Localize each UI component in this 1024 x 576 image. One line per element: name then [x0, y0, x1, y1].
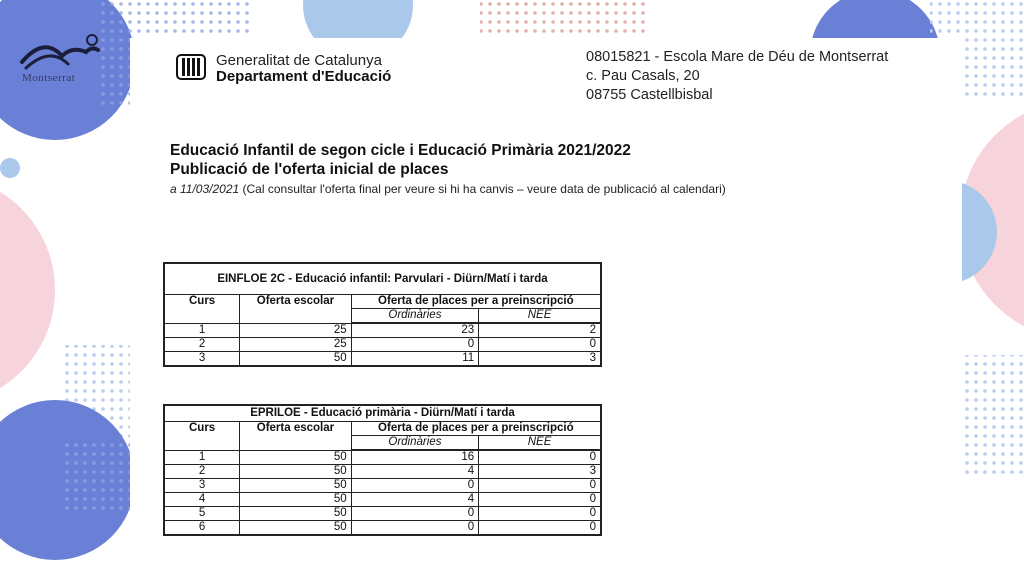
generalitat-emblem-icon — [176, 54, 206, 80]
table-row — [164, 521, 601, 536]
logo-caption: Montserrat — [22, 72, 76, 84]
table-row — [164, 465, 601, 479]
cell-ordinaries: 4 — [351, 465, 478, 479]
blob-left-pink — [0, 175, 55, 405]
cell-curs: 4 — [164, 493, 240, 507]
cell-nee: 3 — [479, 465, 601, 479]
cell-ordinaries: 11 — [351, 352, 478, 367]
school-street: c. Pau Casals, 20 — [586, 68, 700, 84]
col-places-header: Oferta de places per a preinscripció — [351, 422, 601, 436]
cell-oferta: 25 — [240, 323, 352, 338]
cell-curs: 5 — [164, 507, 240, 521]
col-nee-header: NEE — [479, 309, 601, 324]
title-line-2: Publicació de l'oferta inicial de places — [170, 161, 449, 178]
col-oferta-header: Oferta escolar — [240, 295, 352, 324]
table-row — [164, 507, 601, 521]
cell-ordinaries: 4 — [351, 493, 478, 507]
cell-curs: 2 — [164, 465, 240, 479]
generalitat-name: Generalitat de Catalunya — [216, 52, 382, 69]
cell-nee: 0 — [479, 450, 601, 465]
col-ordinaries-header: Ordinàries — [351, 436, 478, 451]
dots-top-center — [480, 0, 645, 40]
cell-nee: 3 — [479, 352, 601, 367]
table-row — [164, 493, 601, 507]
col-curs-header: Curs — [164, 422, 240, 451]
publication-note — [170, 182, 726, 196]
cell-ordinaries: 0 — [351, 479, 478, 493]
cell-oferta: 50 — [240, 521, 352, 536]
table-title: EINFLOE 2C - Educació infantil: Parvulari - Diürn/Matí i tarda — [164, 263, 601, 295]
cell-nee: 0 — [479, 521, 601, 536]
note-text: (Cal consultar l'oferta final per veure si hi ha canvis – veure data de publicació al calendari) — [239, 182, 726, 196]
table-einfloe — [163, 262, 602, 367]
cell-ordinaries: 0 — [351, 507, 478, 521]
col-nee-header: NEE — [479, 436, 601, 451]
col-places-header: Oferta de places per a preinscripció — [351, 295, 601, 309]
cell-ordinaries: 16 — [351, 450, 478, 465]
table-row — [164, 450, 601, 465]
cell-curs: 3 — [164, 479, 240, 493]
col-ordinaries-header: Ordinàries — [351, 309, 478, 324]
table-title: EPRILOE - Educació primària - Diürn/Matí i tarda — [164, 405, 601, 422]
cell-oferta: 25 — [240, 338, 352, 352]
cell-nee: 0 — [479, 493, 601, 507]
cell-nee: 2 — [479, 323, 601, 338]
cell-curs: 3 — [164, 352, 240, 367]
cell-oferta: 50 — [240, 465, 352, 479]
cell-curs: 6 — [164, 521, 240, 536]
school-name: 08015821 - Escola Mare de Déu de Montserrat — [586, 49, 889, 65]
title-line-1: Educació Infantil de segon cicle i Educació Primària 2021/2022 — [170, 142, 631, 159]
dots-right-mid — [962, 355, 1024, 475]
school-city: 08755 Castellbisbal — [586, 87, 713, 103]
cell-ordinaries: 23 — [351, 323, 478, 338]
cell-curs: 1 — [164, 450, 240, 465]
table-row — [164, 352, 601, 367]
cell-oferta: 50 — [240, 352, 352, 367]
cell-nee: 0 — [479, 338, 601, 352]
table-row — [164, 338, 601, 352]
document-title — [170, 141, 631, 179]
col-curs-header: Curs — [164, 295, 240, 324]
publication-date: a 11/03/2021 — [170, 182, 240, 196]
table-row — [164, 323, 601, 338]
cell-oferta: 50 — [240, 450, 352, 465]
cell-ordinaries: 0 — [351, 338, 478, 352]
cell-nee: 0 — [479, 507, 601, 521]
cell-oferta: 50 — [240, 493, 352, 507]
department-name: Departament d'Educació — [216, 68, 392, 85]
cell-curs: 1 — [164, 323, 240, 338]
cell-oferta: 50 — [240, 507, 352, 521]
dot-left-small — [0, 158, 20, 178]
cell-nee: 0 — [479, 479, 601, 493]
table-epriloe — [163, 404, 602, 536]
cell-oferta: 50 — [240, 479, 352, 493]
dots-bottom-left — [60, 440, 140, 510]
cell-curs: 2 — [164, 338, 240, 352]
school-address — [586, 48, 888, 105]
table-row — [164, 479, 601, 493]
col-oferta-header: Oferta escolar — [240, 422, 352, 451]
cell-ordinaries: 0 — [351, 521, 478, 536]
